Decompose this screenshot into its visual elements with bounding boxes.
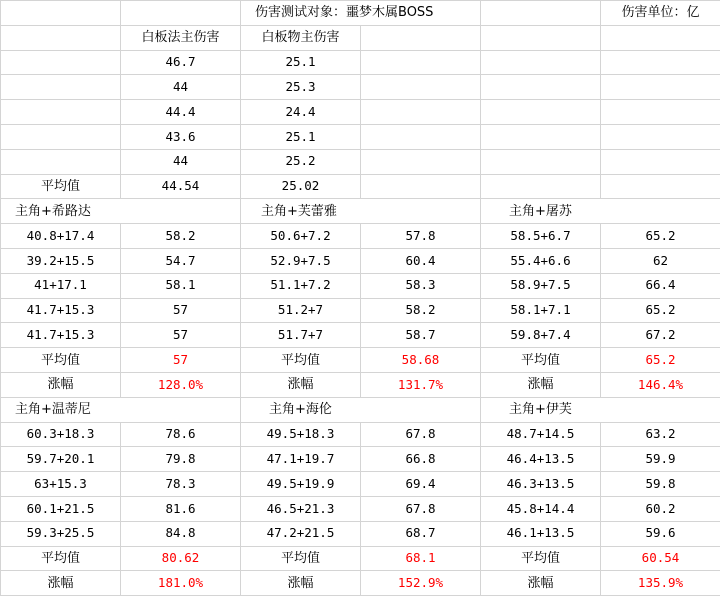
average-value[interactable]: 60.54 (601, 546, 720, 571)
unit-label[interactable]: 伤害单位：亿 (601, 1, 720, 26)
split-value[interactable]: 58.9+7.5 (481, 273, 601, 298)
baseline-phys-value[interactable]: 25.1 (241, 124, 361, 149)
total-value[interactable]: 54.7 (121, 248, 241, 273)
group-head-tusu[interactable]: 主角+屠苏 (481, 199, 720, 224)
baseline-mage-value[interactable]: 44 (121, 149, 241, 174)
gain-label[interactable]: 涨幅 (1, 372, 121, 397)
gain-value[interactable]: 135.9% (601, 571, 720, 596)
total-value[interactable]: 78.3 (121, 472, 241, 497)
total-value[interactable]: 67.8 (361, 496, 481, 521)
baseline-mage-value[interactable]: 43.6 (121, 124, 241, 149)
baseline-phys-value[interactable]: 25.3 (241, 75, 361, 100)
cell[interactable] (361, 124, 481, 149)
test-target-label[interactable]: 伤害测试对象：噩梦木属BOSS (241, 1, 481, 26)
gain-label[interactable]: 涨幅 (481, 372, 601, 397)
total-value[interactable]: 68.7 (361, 521, 481, 546)
data-row (1, 496, 720, 521)
gain-label[interactable]: 涨幅 (481, 571, 601, 596)
cell[interactable] (1, 25, 121, 50)
total-value[interactable]: 65.2 (601, 298, 720, 323)
baseline-phys-value[interactable]: 25.1 (241, 50, 361, 75)
total-value[interactable]: 67.8 (361, 422, 481, 447)
average-value[interactable]: 68.1 (361, 546, 481, 571)
total-value[interactable]: 60.2 (601, 496, 720, 521)
average-value[interactable]: 80.62 (121, 546, 241, 571)
average-label[interactable]: 平均值 (241, 348, 361, 373)
gain-row (1, 372, 720, 397)
total-value[interactable]: 59.8 (601, 472, 720, 497)
split-value[interactable]: 52.9+7.5 (241, 248, 361, 273)
data-row (1, 521, 720, 546)
average-row (1, 348, 720, 373)
average-value[interactable]: 57 (121, 348, 241, 373)
sheet-header-row (1, 1, 720, 26)
total-value[interactable]: 58.1 (121, 273, 241, 298)
total-value[interactable]: 79.8 (121, 447, 241, 472)
cell[interactable] (481, 174, 601, 199)
col-head-phys[interactable]: 白板物主伤害 (241, 25, 361, 50)
split-value[interactable]: 58.5+6.7 (481, 224, 601, 249)
data-row (1, 298, 720, 323)
average-label[interactable]: 平均值 (1, 546, 121, 571)
split-value[interactable]: 46.3+13.5 (481, 472, 601, 497)
total-value[interactable]: 60.4 (361, 248, 481, 273)
total-value[interactable]: 66.8 (361, 447, 481, 472)
total-value[interactable]: 59.9 (601, 447, 720, 472)
col-head-mage[interactable]: 白板法主伤害 (121, 25, 241, 50)
baseline-row (1, 50, 720, 75)
group-head-freya[interactable]: 主角+芙蕾雅 (241, 199, 481, 224)
cell[interactable] (601, 149, 720, 174)
average-label[interactable]: 平均值 (481, 348, 601, 373)
split-value[interactable]: 40.8+17.4 (1, 224, 121, 249)
average-label[interactable]: 平均值 (481, 546, 601, 571)
split-value[interactable]: 46.1+13.5 (481, 521, 601, 546)
baseline-row (1, 149, 720, 174)
cell[interactable] (481, 25, 601, 50)
total-value[interactable]: 57.8 (361, 224, 481, 249)
total-value[interactable]: 58.2 (361, 298, 481, 323)
gain-value[interactable]: 152.9% (361, 571, 481, 596)
split-value[interactable]: 47.1+19.7 (241, 447, 361, 472)
total-value[interactable]: 57 (121, 298, 241, 323)
cell[interactable] (601, 25, 720, 50)
gain-value[interactable]: 146.4% (601, 372, 720, 397)
cell[interactable] (1, 149, 121, 174)
baseline-phys-value[interactable]: 24.4 (241, 100, 361, 125)
cell[interactable] (361, 50, 481, 75)
total-value[interactable]: 78.6 (121, 422, 241, 447)
cell[interactable] (481, 124, 601, 149)
split-value[interactable]: 60.1+21.5 (1, 496, 121, 521)
cell[interactable] (1, 50, 121, 75)
total-value[interactable]: 84.8 (121, 521, 241, 546)
baseline-mage-value[interactable]: 46.7 (121, 50, 241, 75)
total-value[interactable]: 67.2 (601, 323, 720, 348)
baseline-row (1, 124, 720, 149)
total-value[interactable]: 63.2 (601, 422, 720, 447)
baseline-mage-value[interactable]: 44.4 (121, 100, 241, 125)
average-label[interactable]: 平均值 (1, 348, 121, 373)
split-value[interactable]: 48.7+14.5 (481, 422, 601, 447)
cell[interactable] (361, 174, 481, 199)
split-value[interactable]: 51.2+7 (241, 298, 361, 323)
split-value[interactable]: 47.2+21.5 (241, 521, 361, 546)
data-row (1, 447, 720, 472)
total-value[interactable]: 58.2 (121, 224, 241, 249)
cell[interactable] (1, 124, 121, 149)
baseline-phys-value[interactable]: 25.2 (241, 149, 361, 174)
cell[interactable] (1, 1, 121, 26)
gain-label[interactable]: 涨幅 (241, 571, 361, 596)
gain-label[interactable]: 涨幅 (241, 372, 361, 397)
cell[interactable] (1, 100, 121, 125)
cell[interactable] (601, 100, 720, 125)
group-head-row (1, 397, 720, 422)
split-value[interactable]: 59.8+7.4 (481, 323, 601, 348)
data-row (1, 472, 720, 497)
total-value[interactable]: 69.4 (361, 472, 481, 497)
group-head-row (1, 199, 720, 224)
split-value[interactable]: 60.3+18.3 (1, 422, 121, 447)
split-value[interactable]: 46.5+21.3 (241, 496, 361, 521)
total-value[interactable]: 81.6 (121, 496, 241, 521)
cell[interactable] (481, 75, 601, 100)
split-value[interactable]: 41.7+15.3 (1, 323, 121, 348)
split-value[interactable]: 39.2+15.5 (1, 248, 121, 273)
data-row (1, 422, 720, 447)
average-label[interactable]: 平均值 (241, 546, 361, 571)
baseline-row (1, 75, 720, 100)
average-value[interactable]: 58.68 (361, 348, 481, 373)
data-row (1, 224, 720, 249)
cell[interactable] (481, 50, 601, 75)
average-value[interactable]: 65.2 (601, 348, 720, 373)
average-row (1, 546, 720, 571)
cell[interactable] (1, 75, 121, 100)
group-head-eve[interactable]: 主角+伊芙 (481, 397, 720, 422)
baseline-head-row (1, 25, 720, 50)
total-value[interactable]: 65.2 (601, 224, 720, 249)
cell[interactable] (601, 124, 720, 149)
total-value[interactable]: 57 (121, 323, 241, 348)
split-value[interactable]: 63+15.3 (1, 472, 121, 497)
split-value[interactable]: 59.7+20.1 (1, 447, 121, 472)
average-label[interactable]: 平均值 (1, 174, 121, 199)
gain-value[interactable]: 131.7% (361, 372, 481, 397)
split-value[interactable]: 41.7+15.3 (1, 298, 121, 323)
cell[interactable] (361, 75, 481, 100)
total-value[interactable]: 66.4 (601, 273, 720, 298)
total-value[interactable]: 58.7 (361, 323, 481, 348)
split-value[interactable]: 59.3+25.5 (1, 521, 121, 546)
cell[interactable] (481, 1, 601, 26)
split-value[interactable]: 49.5+19.9 (241, 472, 361, 497)
gain-row (1, 571, 720, 596)
split-value[interactable]: 51.1+7.2 (241, 273, 361, 298)
baseline-row (1, 100, 720, 125)
cell[interactable] (361, 149, 481, 174)
cell[interactable] (121, 1, 241, 26)
baseline-mage-average[interactable]: 44.54 (121, 174, 241, 199)
split-value[interactable]: 41+17.1 (1, 273, 121, 298)
gain-value[interactable]: 128.0% (121, 372, 241, 397)
group-head-hiluda[interactable]: 主角+希路达 (1, 199, 241, 224)
baseline-mage-value[interactable]: 44 (121, 75, 241, 100)
total-value[interactable]: 62 (601, 248, 720, 273)
baseline-phys-average[interactable]: 25.02 (241, 174, 361, 199)
split-value[interactable]: 46.4+13.5 (481, 447, 601, 472)
baseline-average-row (1, 174, 720, 199)
cell[interactable] (361, 100, 481, 125)
cell[interactable] (601, 50, 720, 75)
gain-value[interactable]: 181.0% (121, 571, 241, 596)
split-value[interactable]: 51.7+7 (241, 323, 361, 348)
cell[interactable] (481, 149, 601, 174)
gain-label[interactable]: 涨幅 (1, 571, 121, 596)
data-row (1, 248, 720, 273)
split-value[interactable]: 58.1+7.1 (481, 298, 601, 323)
total-value[interactable]: 59.6 (601, 521, 720, 546)
data-row (1, 273, 720, 298)
group-head-undine[interactable]: 主角+温蒂尼 (1, 397, 241, 422)
split-value[interactable]: 55.4+6.6 (481, 248, 601, 273)
data-row (1, 323, 720, 348)
group-head-helen[interactable]: 主角+海伦 (241, 397, 481, 422)
total-value[interactable]: 58.3 (361, 273, 481, 298)
cell[interactable] (601, 75, 720, 100)
split-value[interactable]: 50.6+7.2 (241, 224, 361, 249)
cell[interactable] (361, 25, 481, 50)
split-value[interactable]: 49.5+18.3 (241, 422, 361, 447)
cell[interactable] (601, 174, 720, 199)
cell[interactable] (481, 100, 601, 125)
split-value[interactable]: 45.8+14.4 (481, 496, 601, 521)
